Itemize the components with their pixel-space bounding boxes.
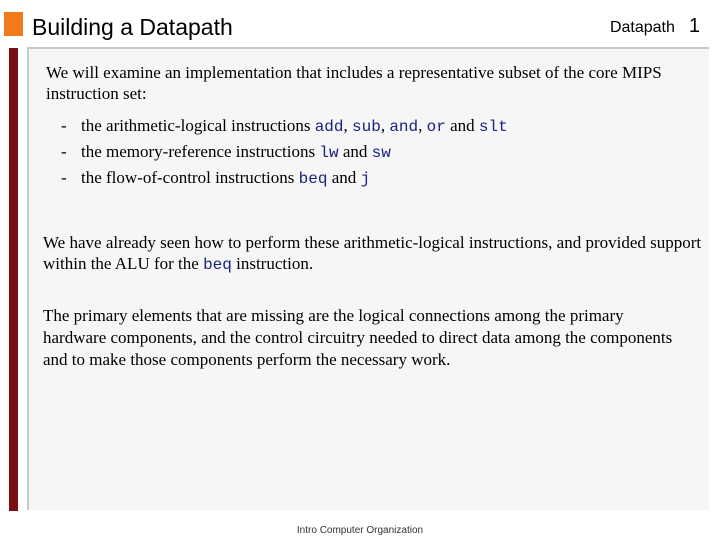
bullet-text: the arithmetic-logical instructions — [81, 116, 315, 135]
alu-text-after: instruction. — [231, 254, 314, 273]
separator: and — [445, 116, 479, 135]
code-beq: beq — [298, 170, 328, 188]
separator: and — [338, 142, 372, 161]
slide-number: 1 — [688, 15, 700, 37]
bullet-dash: - — [61, 142, 67, 161]
code-lw: lw — [319, 144, 339, 162]
list-item — [61, 141, 508, 167]
code-add: add — [314, 118, 344, 136]
section-label: Datapath — [609, 19, 675, 36]
slide-header-right — [610, 15, 700, 38]
alu-paragraph — [43, 232, 703, 276]
code-beq-inline: beq — [203, 256, 232, 274]
code-j: j — [360, 170, 371, 188]
code-or: or — [426, 118, 446, 136]
separator: , — [418, 116, 427, 135]
separator: , — [343, 116, 352, 135]
content-panel — [27, 47, 709, 510]
list-item — [61, 167, 508, 193]
slide-title: Building a Datapath — [32, 14, 233, 40]
footer-text: Intro Computer Organization — [296, 525, 424, 536]
side-accent-bar — [9, 48, 18, 511]
intro-paragraph: We will examine an implementation that includes a representative subset of the core MIPS instruction set: — [46, 63, 662, 103]
separator: , — [380, 116, 390, 135]
instruction-list — [61, 115, 508, 193]
bullet-dash: - — [61, 116, 67, 135]
bullet-text: the flow-of-control instructions — [81, 168, 299, 187]
alu-text-before: We have already seen how to perform these arithmetic-logical instructions, and provided support within the ALU for the — [43, 233, 702, 273]
code-sw: sw — [371, 144, 391, 162]
code-slt: slt — [478, 118, 508, 136]
bullet-text: the memory-reference instructions — [81, 142, 320, 161]
code-sub: sub — [352, 118, 381, 136]
bullet-dash: - — [61, 168, 67, 187]
missing-elements-paragraph: The primary elements that are missing are the logical connections among the primary hardware components, and the control circuitry needed to direct data among the components and to make those components perform the necessary work. — [43, 306, 673, 369]
list-item — [61, 115, 508, 141]
separator: and — [327, 168, 361, 187]
title-accent-square — [4, 12, 23, 36]
code-and: and — [389, 118, 419, 136]
